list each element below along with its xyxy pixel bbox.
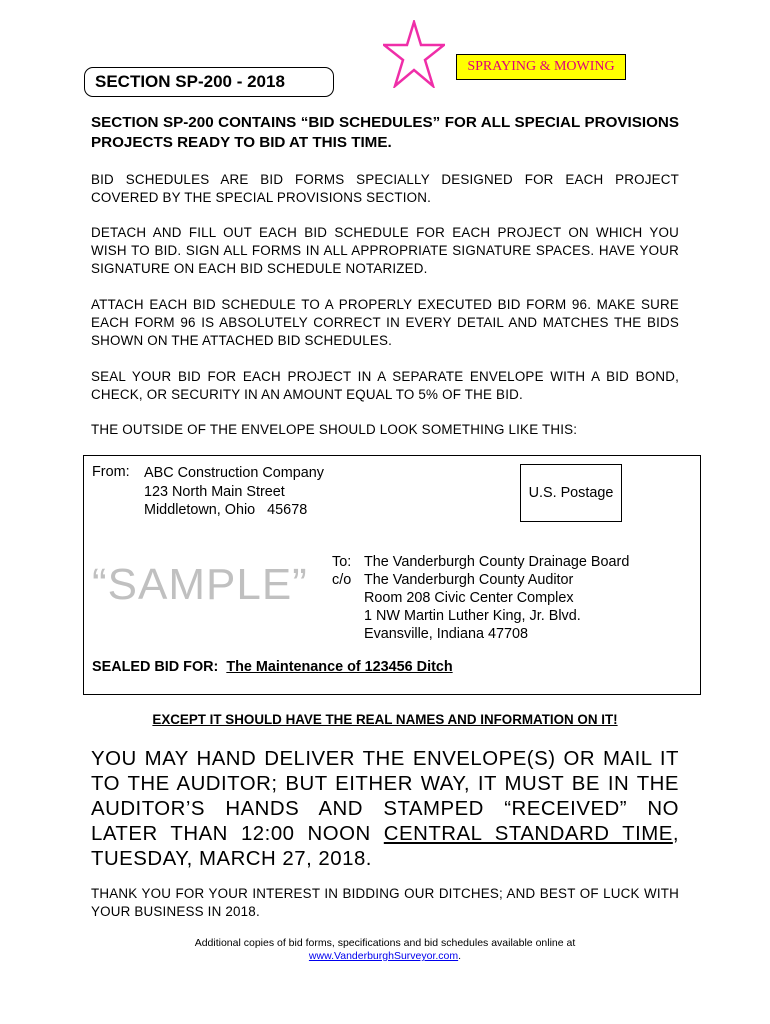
footnote-link-line [0,950,770,963]
from-address [144,464,324,520]
topic-label-text: SPRAYING & MOWING [467,59,615,74]
star-icon [383,20,445,88]
from-line: 123 North Main Street [144,483,285,500]
except-note: EXCEPT IT SHOULD HAVE THE REAL NAMES AND INFORMATION ON IT! [152,712,618,727]
delivery-text-end: , TUESDAY, MARCH 27, 2018. [91,823,679,870]
postage-label: U.S. Postage [528,485,614,501]
from-label: From: [92,464,130,480]
sample-envelope [83,455,701,695]
to-row [332,625,629,643]
to-row-text: 1 NW Martin Luther King, Jr. Blvd. [364,608,581,624]
footnote-text: Additional copies of bid forms, specifications and bid schedules available online at [194,937,576,949]
sealed-bid-line [92,659,453,675]
to-row-text: Room 208 Civic Center Complex [364,590,574,606]
postage-box [520,464,622,522]
to-row [332,571,629,589]
to-row-label: c/o [332,572,352,588]
sealed-bid-value: The Maintenance of 123456 Ditch [226,659,453,675]
footnote [0,937,770,963]
paragraph-attach: ATTACH EACH BID SCHEDULE TO A PROPERLY EXECUTED BID FORM 96. MAKE SURE EACH FORM 96 IS ABSOLUTELY CORRECT IN EVERY DETAIL AND MATCHES THE BIDS SHOWN ON THE ATTACHED BID SCHEDULES. [91,297,679,348]
section-title [84,67,334,97]
paragraph-envelope-intro: THE OUTSIDE OF THE ENVELOPE SHOULD LOOK SOMETHING LIKE THIS: [91,422,578,437]
paragraph-bid-schedules: BID SCHEDULES ARE BID FORMS SPECIALLY DESIGNED FOR EACH PROJECT COVERED BY THE SPECIAL PROVISIONS SECTION. [91,172,679,205]
to-row [332,607,629,625]
to-row-text: Evansville, Indiana 47708 [364,626,529,642]
from-line: ABC Construction Company [144,465,324,481]
thanks-paragraph: THANK YOU FOR YOUR INTEREST IN BIDDING OUR DITCHES; AND BEST OF LUCK WITH YOUR BUSINESS IN 2018. [91,886,679,919]
sealed-bid-label: SEALED BID FOR: [92,659,219,675]
delivery-paragraph [91,747,679,872]
section-title-text: SECTION SP-200 - 2018 [95,72,285,91]
footnote-period: . [458,950,462,962]
paragraph-seal: SEAL YOUR BID FOR EACH PROJECT IN A SEPARATE ENVELOPE WITH A BID BOND, CHECK, OR SECURITY IN AN AMOUNT EQUAL TO 5% OF THE BID. [91,369,679,402]
to-row-text: The Vanderburgh County Drainage Board [364,554,630,570]
to-row [332,589,629,607]
to-address [332,553,629,643]
delivery-time-zone: CENTRAL STANDARD TIME [383,823,673,845]
topic-label [456,54,626,80]
to-row-text: The Vanderburgh County Auditor [364,572,574,588]
surveyor-website-link[interactable]: www.VanderburghSurveyor.com [308,950,459,962]
to-row-label: To: [332,554,352,570]
to-row-label [332,607,364,625]
from-line: Middletown, Ohio 45678 [144,502,308,518]
paragraph-detach: DETACH AND FILL OUT EACH BID SCHEDULE FOR EACH PROJECT ON WHICH YOU WISH TO BID. SIGN ALL FORMS IN ALL APPROPRIATE SIGNATURE SPACES. HAVE YOUR SIGNATURE ON EACH BID SCHEDULE NOTARIZED. [91,225,679,276]
delivery-text: YOU MAY HAND DELIVER THE ENVELOPE(S) OR MAIL IT TO THE AUDITOR; BUT EITHER WAY, IT MUST BE IN THE AUDITOR’S HANDS AND STAMPED “RECEIVED” NO LATER THAN 12:00 NOON [91,748,679,845]
lead-paragraph: SECTION SP-200 CONTAINS “BID SCHEDULES” FOR ALL SPECIAL PROVISIONS PROJECTS READY TO BID AT THIS TIME. [91,114,679,151]
sample-watermark: “SAMPLE” [92,560,308,609]
to-row [332,553,629,571]
to-row-label [332,589,364,607]
to-row-label [332,625,364,643]
